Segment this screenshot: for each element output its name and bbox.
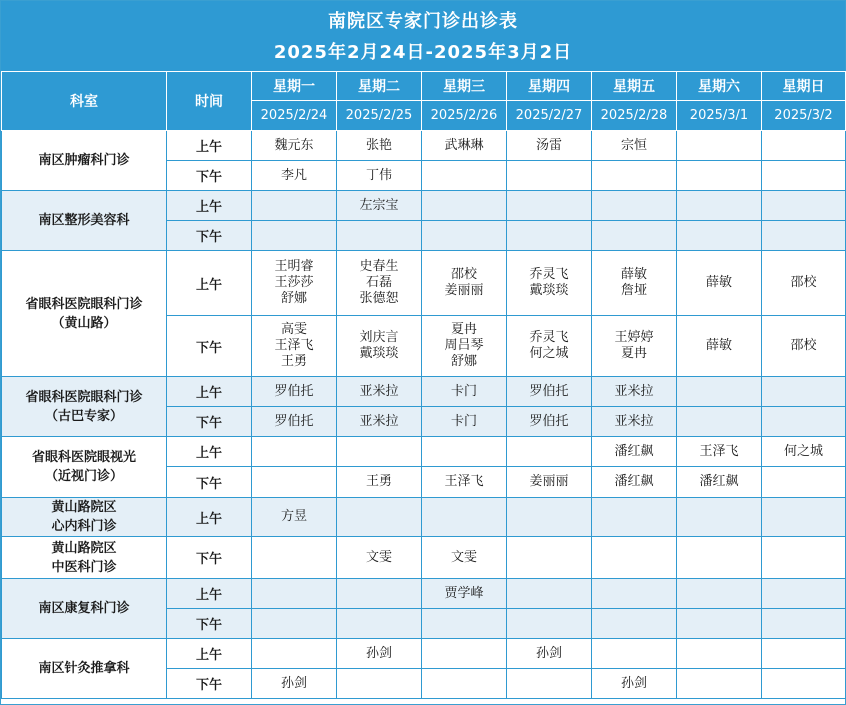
doctor-name: 戴琰琰 <box>359 346 399 361</box>
doctor-cell <box>337 537 422 579</box>
doctor-name: 丁伟 <box>365 167 392 183</box>
schedule-row <box>2 251 846 316</box>
time-period-cell: 下午 <box>167 316 252 377</box>
doctor-name: 孙剑 <box>535 645 562 661</box>
time-period-cell: 下午 <box>167 161 252 191</box>
weekday-header: 星期四 <box>507 72 592 101</box>
doctor-name: 李凡 <box>280 167 307 183</box>
doctor-name: 王泽飞 <box>444 474 484 489</box>
doctor-cell <box>507 579 592 609</box>
doctor-cell <box>337 377 422 407</box>
doctor-cell <box>677 251 762 316</box>
doctor-cell <box>252 316 337 377</box>
doctor-cell <box>762 537 846 579</box>
doctor-cell <box>507 316 592 377</box>
doctor-name: 邵校 <box>790 338 817 353</box>
doctor-cell <box>422 498 507 537</box>
doctor-name: 王莎莎 <box>274 275 314 290</box>
doctor-cell <box>507 161 592 191</box>
doctor-cell <box>507 221 592 251</box>
doctor-cell <box>677 467 762 498</box>
department-name-line: 省眼科医院眼视光 <box>31 450 136 465</box>
doctor-cell <box>422 579 507 609</box>
doctor-cell <box>762 251 846 316</box>
doctor-cell <box>252 161 337 191</box>
doctor-name: 文雯 <box>365 549 392 565</box>
doctor-cell <box>677 131 762 161</box>
doctor-cell <box>337 161 422 191</box>
doctor-cell <box>422 316 507 377</box>
doctor-name: 张德恕 <box>359 291 399 306</box>
doctor-name: 何之城 <box>529 346 569 361</box>
date-header: 2025/2/24 <box>252 101 337 131</box>
doctor-cell <box>507 251 592 316</box>
doctor-cell <box>252 467 337 498</box>
doctor-cell <box>507 639 592 669</box>
doctor-name: 何之城 <box>783 443 823 459</box>
doctor-cell <box>592 191 677 221</box>
doctor-cell <box>337 467 422 498</box>
weekday-header: 星期一 <box>252 72 337 101</box>
doctor-cell <box>677 437 762 467</box>
doctor-cell <box>252 377 337 407</box>
date-header: 2025/2/28 <box>592 101 677 131</box>
doctor-cell <box>592 221 677 251</box>
doctor-cell <box>677 161 762 191</box>
doctor-cell <box>592 639 677 669</box>
doctor-cell <box>422 639 507 669</box>
doctor-name: 罗伯托 <box>274 413 314 429</box>
doctor-cell <box>592 609 677 639</box>
doctor-cell <box>422 131 507 161</box>
doctor-cell <box>507 537 592 579</box>
doctor-name: 潘红飙 <box>699 474 739 489</box>
weekday-header: 星期六 <box>677 72 762 101</box>
doctor-cell <box>252 579 337 609</box>
doctor-cell <box>762 467 846 498</box>
weekday-header: 星期五 <box>592 72 677 101</box>
doctor-name: 孙剑 <box>280 675 307 691</box>
doctor-name: 戴琰琰 <box>529 283 569 298</box>
doctor-cell <box>422 407 507 437</box>
time-period-cell: 上午 <box>167 639 252 669</box>
doctor-cell <box>337 407 422 437</box>
doctor-name: 孙剑 <box>620 675 647 691</box>
doctor-name: 武琳琳 <box>444 137 484 153</box>
doctor-name: 亚米拉 <box>614 383 654 399</box>
doctor-cell <box>507 498 592 537</box>
department-name-line: 心内科门诊 <box>51 519 117 534</box>
doctor-cell <box>677 639 762 669</box>
doctor-cell <box>762 377 846 407</box>
doctor-cell <box>677 316 762 377</box>
doctor-cell <box>252 437 337 467</box>
doctor-name: 石磊 <box>365 275 392 290</box>
date-header: 2025/3/1 <box>677 101 762 131</box>
schedule-row <box>2 537 846 579</box>
department-name-line: （近视门诊） <box>44 469 123 484</box>
time-period-cell: 下午 <box>167 467 252 498</box>
department-cell <box>2 537 167 579</box>
doctor-cell <box>677 191 762 221</box>
date-range-subtitle: 2025年2月24日-2025年3月2日 <box>273 42 573 63</box>
doctor-cell <box>592 131 677 161</box>
doctor-cell <box>422 161 507 191</box>
doctor-name: 刘庆言 <box>359 330 399 345</box>
doctor-name: 亚米拉 <box>359 383 399 399</box>
doctor-name: 魏元东 <box>274 137 314 153</box>
department-cell <box>2 251 167 377</box>
doctor-name: 詹垭 <box>620 283 647 298</box>
doctor-name: 薛敏 <box>705 275 732 290</box>
doctor-cell <box>252 221 337 251</box>
doctor-cell <box>422 467 507 498</box>
title-band <box>1 1 845 72</box>
doctor-name: 王勇 <box>365 474 392 489</box>
doctor-name: 姜丽丽 <box>444 283 484 298</box>
doctor-cell <box>592 467 677 498</box>
schedule-row <box>2 437 846 467</box>
department-cell <box>2 437 167 498</box>
doctor-cell <box>592 579 677 609</box>
doctor-cell <box>677 221 762 251</box>
date-header: 2025/2/25 <box>337 101 422 131</box>
doctor-name: 舒娜 <box>450 354 477 369</box>
doctor-name: 汤雷 <box>535 137 562 153</box>
doctor-name: 王明睿 <box>274 259 314 274</box>
doctor-name: 邵校 <box>450 267 477 282</box>
doctor-cell <box>762 221 846 251</box>
doctor-cell <box>252 251 337 316</box>
doctor-cell <box>337 609 422 639</box>
doctor-name: 贾学峰 <box>444 585 484 601</box>
department-cell <box>2 377 167 437</box>
doctor-cell <box>592 437 677 467</box>
doctor-cell <box>337 437 422 467</box>
doctor-name: 夏冉 <box>450 322 477 337</box>
doctor-cell <box>677 498 762 537</box>
doctor-cell <box>592 377 677 407</box>
schedule-row <box>2 498 846 537</box>
doctor-cell <box>762 407 846 437</box>
doctor-name: 左宗宝 <box>359 197 399 213</box>
doctor-cell <box>337 498 422 537</box>
time-period-cell: 上午 <box>167 498 252 537</box>
doctor-cell <box>677 407 762 437</box>
doctor-cell <box>422 191 507 221</box>
doctor-cell <box>337 221 422 251</box>
doctor-cell <box>677 609 762 639</box>
doctor-cell <box>422 377 507 407</box>
schedule-table <box>1 71 846 699</box>
doctor-cell <box>762 609 846 639</box>
dept-column-header: 科室 <box>2 72 167 131</box>
doctor-name: 周吕琴 <box>444 338 484 353</box>
doctor-name: 文雯 <box>450 549 477 565</box>
doctor-cell <box>592 669 677 699</box>
doctor-cell <box>762 669 846 699</box>
doctor-cell <box>252 537 337 579</box>
doctor-name: 王泽飞 <box>699 443 739 459</box>
doctor-name: 王泽飞 <box>274 338 314 353</box>
doctor-cell <box>252 609 337 639</box>
doctor-name: 夏冉 <box>620 346 647 361</box>
time-period-cell: 下午 <box>167 669 252 699</box>
doctor-cell <box>677 669 762 699</box>
doctor-cell <box>337 579 422 609</box>
doctor-name: 高雯 <box>280 322 307 337</box>
doctor-cell <box>592 161 677 191</box>
doctor-cell <box>337 191 422 221</box>
doctor-cell <box>592 537 677 579</box>
doctor-cell <box>337 669 422 699</box>
department-name-line: 黄山路院区 <box>51 540 117 556</box>
doctor-cell <box>592 251 677 316</box>
doctor-cell <box>677 537 762 579</box>
doctor-cell <box>337 316 422 377</box>
department-cell <box>2 579 167 639</box>
department-name-line: 黄山路院区 <box>51 500 117 515</box>
doctor-name: 罗伯托 <box>529 413 569 429</box>
doctor-name: 宗恒 <box>620 137 647 153</box>
doctor-cell <box>762 131 846 161</box>
time-period-cell: 上午 <box>167 251 252 316</box>
doctor-name: 史春生 <box>359 259 399 274</box>
doctor-cell <box>677 377 762 407</box>
doctor-cell <box>422 437 507 467</box>
department-name-line: 南区肿瘤科门诊 <box>38 153 130 168</box>
doctor-cell <box>507 191 592 221</box>
doctor-cell <box>592 498 677 537</box>
doctor-cell <box>337 131 422 161</box>
doctor-cell <box>762 579 846 609</box>
doctor-name: 乔灵飞 <box>529 267 569 282</box>
department-name-line: 南区康复科门诊 <box>38 601 130 616</box>
date-header: 2025/3/2 <box>762 101 846 131</box>
doctor-cell <box>507 669 592 699</box>
department-cell <box>2 191 167 251</box>
doctor-cell <box>422 221 507 251</box>
date-header: 2025/2/26 <box>422 101 507 131</box>
doctor-cell <box>252 498 337 537</box>
doctor-name: 张艳 <box>365 137 392 153</box>
doctor-name: 方昱 <box>280 509 307 524</box>
doctor-name: 薛敏 <box>620 267 647 282</box>
doctor-cell <box>677 579 762 609</box>
doctor-cell <box>422 251 507 316</box>
department-cell <box>2 498 167 537</box>
doctor-cell <box>252 131 337 161</box>
doctor-cell <box>252 669 337 699</box>
schedule-body <box>2 131 846 699</box>
doctor-cell <box>507 377 592 407</box>
schedule-row <box>2 131 846 161</box>
time-period-cell: 下午 <box>167 407 252 437</box>
doctor-cell <box>762 639 846 669</box>
doctor-cell <box>422 669 507 699</box>
department-name-line: 南区整形美容科 <box>38 213 130 228</box>
doctor-name: 潘红飙 <box>614 443 654 459</box>
doctor-cell <box>507 609 592 639</box>
doctor-cell <box>422 609 507 639</box>
doctor-name: 王婷婷 <box>614 330 654 345</box>
time-period-cell: 下午 <box>167 221 252 251</box>
time-period-cell: 上午 <box>167 191 252 221</box>
schedule-row <box>2 639 846 669</box>
weekday-header-row <box>2 72 846 101</box>
weekday-header: 星期二 <box>337 72 422 101</box>
time-period-cell: 上午 <box>167 377 252 407</box>
doctor-cell <box>507 437 592 467</box>
doctor-name: 乔灵飞 <box>529 330 569 345</box>
doctor-name: 薛敏 <box>705 338 732 353</box>
doctor-cell <box>252 639 337 669</box>
doctor-cell <box>507 407 592 437</box>
doctor-name: 舒娜 <box>280 291 307 306</box>
date-header: 2025/2/27 <box>507 101 592 131</box>
time-period-cell: 下午 <box>167 609 252 639</box>
weekday-header: 星期日 <box>762 72 846 101</box>
doctor-cell <box>762 191 846 221</box>
time-period-cell: 上午 <box>167 579 252 609</box>
department-cell <box>2 131 167 191</box>
doctor-cell <box>422 537 507 579</box>
department-cell <box>2 639 167 699</box>
department-name-line: （黄山路） <box>51 315 117 331</box>
doctor-name: 亚米拉 <box>359 413 399 429</box>
time-period-cell: 上午 <box>167 437 252 467</box>
schedule-row <box>2 579 846 609</box>
department-name-line: 南区针灸推拿科 <box>38 661 130 676</box>
doctor-name: 亚米拉 <box>614 413 654 429</box>
time-period-cell: 下午 <box>167 537 252 579</box>
doctor-cell <box>762 498 846 537</box>
doctor-cell <box>252 191 337 221</box>
doctor-cell <box>507 131 592 161</box>
doctor-cell <box>337 251 422 316</box>
department-name-line: （古巴专家） <box>44 408 123 424</box>
doctor-cell <box>762 161 846 191</box>
doctor-name: 王勇 <box>280 354 307 369</box>
department-name-line: 省眼科医院眼科门诊 <box>25 296 143 312</box>
doctor-cell <box>507 467 592 498</box>
doctor-cell <box>762 437 846 467</box>
doctor-name: 潘红飙 <box>614 474 654 489</box>
doctor-name: 罗伯托 <box>529 383 569 399</box>
doctor-cell <box>762 316 846 377</box>
doctor-name: 卡门 <box>450 383 477 399</box>
doctor-name: 孙剑 <box>365 645 392 661</box>
doctor-name: 姜丽丽 <box>529 474 569 489</box>
doctor-cell <box>592 407 677 437</box>
doctor-name: 卡门 <box>450 413 477 429</box>
doctor-name: 邵校 <box>790 275 817 290</box>
time-period-cell: 上午 <box>167 131 252 161</box>
doctor-cell <box>337 639 422 669</box>
weekday-header: 星期三 <box>422 72 507 101</box>
schedule-row <box>2 191 846 221</box>
time-column-header: 时间 <box>167 72 252 131</box>
page-title: 南院区专家门诊出诊表 <box>328 11 518 32</box>
doctor-cell <box>252 407 337 437</box>
department-name-line: 省眼科医院眼科门诊 <box>25 389 143 405</box>
doctor-name: 罗伯托 <box>274 383 314 399</box>
department-name-line: 中医科门诊 <box>51 559 117 575</box>
schedule-row <box>2 377 846 407</box>
doctor-cell <box>592 316 677 377</box>
